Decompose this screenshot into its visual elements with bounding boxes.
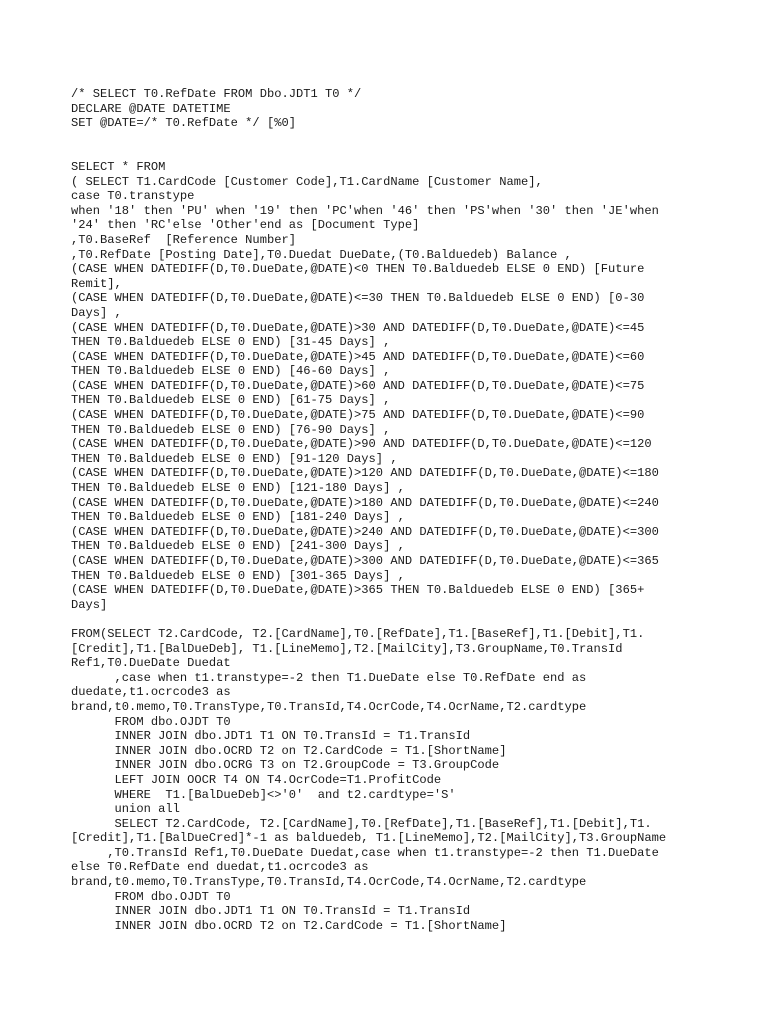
code-line: (CASE WHEN DATEDIFF(D,T0.DueDate,@DATE)>90 AND DATEDIFF(D,T0.DueDate,@DATE)<=120: [71, 437, 652, 452]
code-line: INNER JOIN dbo.JDT1 T1 ON T0.TransId = T1.TransId: [71, 904, 471, 919]
sql-code-block: [71, 87, 731, 933]
code-line: FROM(SELECT T2.CardCode, T2.[CardName],T0.[RefDate],T1.[BaseRef],T1.[Debit],T1.: [71, 626, 645, 641]
code-line: ,T0.RefDate [Posting Date],T0.Duedat DueDate,(T0.Balduedeb) Balance ,: [71, 247, 572, 262]
code-line: [Credit],T1.[BalDueDeb], T1.[LineMemo],T2.[MailCity],T3.GroupName,T0.TransId: [71, 641, 623, 656]
code-line: FROM dbo.OJDT T0: [71, 889, 231, 904]
code-line: [71, 612, 731, 627]
code-line: SELECT * FROM: [71, 159, 166, 174]
code-line: ,case when t1.transtype=-2 then T1.DueDate else T0.RefDate end as: [71, 670, 587, 685]
code-line: brand,t0.memo,T0.TransType,T0.TransId,T4.OcrCode,T4.OcrName,T2.cardtype: [71, 875, 587, 890]
code-line: case T0.transtype: [71, 189, 195, 204]
code-line: (CASE WHEN DATEDIFF(D,T0.DueDate,@DATE)>300 AND DATEDIFF(D,T0.DueDate,@DATE)<=365: [71, 554, 659, 568]
code-line: THEN T0.Balduedeb ELSE 0 END) [301-365 Days] ,: [71, 568, 405, 583]
code-line: DECLARE @DATE DATETIME: [71, 101, 231, 116]
code-line: (CASE WHEN DATEDIFF(D,T0.DueDate,@DATE)>180 AND DATEDIFF(D,T0.DueDate,@DATE)<=240: [71, 495, 659, 510]
code-line: THEN T0.Balduedeb ELSE 0 END) [31-45 Days] ,: [71, 335, 391, 350]
code-line: (CASE WHEN DATEDIFF(D,T0.DueDate,@DATE)>60 AND DATEDIFF(D,T0.DueDate,@DATE)<=75: [71, 378, 645, 393]
code-line: (CASE WHEN DATEDIFF(D,T0.DueDate,@DATE)>75 AND DATEDIFF(D,T0.DueDate,@DATE)<=90: [71, 408, 645, 423]
code-line: INNER JOIN dbo.OCRG T3 on T2.GroupCode = T3.GroupCode: [71, 758, 500, 773]
code-line: '24' then 'RC'else 'Other'end as [Document Type]: [71, 218, 420, 233]
code-line: THEN T0.Balduedeb ELSE 0 END) [76-90 Days] ,: [71, 422, 391, 437]
code-line: (CASE WHEN DATEDIFF(D,T0.DueDate,@DATE)>45 AND DATEDIFF(D,T0.DueDate,@DATE)<=60: [71, 349, 645, 364]
code-line: SET @DATE=/* T0.RefDate */ [%0]: [71, 116, 296, 131]
code-line: THEN T0.Balduedeb ELSE 0 END) [241-300 Days] ,: [71, 539, 405, 554]
code-line: (CASE WHEN DATEDIFF(D,T0.DueDate,@DATE)>365 THEN T0.Balduedeb ELSE 0 END) [365+: [71, 583, 645, 598]
code-line: /* SELECT T0.RefDate FROM Dbo.JDT1 T0 */: [71, 87, 362, 101]
code-line: (CASE WHEN DATEDIFF(D,T0.DueDate,@DATE)<0 THEN T0.Balduedeb ELSE 0 END) [Future: [71, 262, 645, 277]
code-line: Days] ,: [71, 305, 122, 320]
code-line: THEN T0.Balduedeb ELSE 0 END) [121-180 Days] ,: [71, 481, 405, 496]
code-line: brand,t0.memo,T0.TransType,T0.TransId,T4.OcrCode,T4.OcrName,T2.cardtype: [71, 699, 587, 714]
code-line: WHERE T1.[BalDueDeb]<>'0' and t2.cardtype='S': [71, 787, 456, 802]
code-line: THEN T0.Balduedeb ELSE 0 END) [46-60 Days] ,: [71, 364, 391, 379]
code-line: Remit],: [71, 276, 122, 291]
code-line: when '18' then 'PU' when '19' then 'PC'when '46' then 'PS'when '30' then 'JE'when: [71, 203, 659, 218]
code-line: duedate,t1.ocrcode3 as: [71, 685, 231, 700]
code-line: else T0.RefDate end duedat,t1.ocrcode3 as: [71, 860, 369, 875]
code-line: union all: [71, 802, 180, 817]
code-line: THEN T0.Balduedeb ELSE 0 END) [181-240 Days] ,: [71, 510, 405, 525]
code-line: INNER JOIN dbo.JDT1 T1 ON T0.TransId = T1.TransId: [71, 729, 471, 744]
code-line: INNER JOIN dbo.OCRD T2 on T2.CardCode = T1.[ShortName]: [71, 743, 507, 758]
code-line: (CASE WHEN DATEDIFF(D,T0.DueDate,@DATE)>240 AND DATEDIFF(D,T0.DueDate,@DATE)<=300: [71, 524, 659, 539]
code-line: THEN T0.Balduedeb ELSE 0 END) [91-120 Days] ,: [71, 451, 398, 466]
code-line: ,T0.BaseRef [Reference Number]: [71, 232, 296, 247]
code-line: Ref1,T0.DueDate Duedat: [71, 656, 231, 671]
code-line: FROM dbo.OJDT T0: [71, 714, 231, 729]
code-line: THEN T0.Balduedeb ELSE 0 END) [61-75 Days] ,: [71, 393, 391, 408]
code-line: Days]: [71, 597, 108, 612]
code-line: [71, 131, 731, 146]
code-line: (CASE WHEN DATEDIFF(D,T0.DueDate,@DATE)<=30 THEN T0.Balduedeb ELSE 0 END) [0-30: [71, 291, 645, 306]
code-line: [Credit],T1.[BalDueCred]*-1 as balduedeb, T1.[LineMemo],T2.[MailCity],T3.GroupName: [71, 831, 667, 846]
code-line: LEFT JOIN OOCR T4 ON T4.OcrCode=T1.ProfitCode: [71, 772, 442, 787]
code-line: SELECT T2.CardCode, T2.[CardName],T0.[RefDate],T1.[BaseRef],T1.[Debit],T1.: [71, 816, 652, 831]
code-line: (CASE WHEN DATEDIFF(D,T0.DueDate,@DATE)>30 AND DATEDIFF(D,T0.DueDate,@DATE)<=45: [71, 320, 645, 335]
code-line: (CASE WHEN DATEDIFF(D,T0.DueDate,@DATE)>120 AND DATEDIFF(D,T0.DueDate,@DATE)<=180: [71, 466, 659, 481]
code-line: ( SELECT T1.CardCode [Customer Code],T1.CardName [Customer Name],: [71, 174, 543, 189]
code-line: ,T0.TransId Ref1,T0.DueDate Duedat,case when t1.transtype=-2 then T1.DueDate: [71, 845, 659, 860]
code-line: [71, 145, 731, 160]
code-line: INNER JOIN dbo.OCRD T2 on T2.CardCode = T1.[ShortName]: [71, 918, 507, 933]
